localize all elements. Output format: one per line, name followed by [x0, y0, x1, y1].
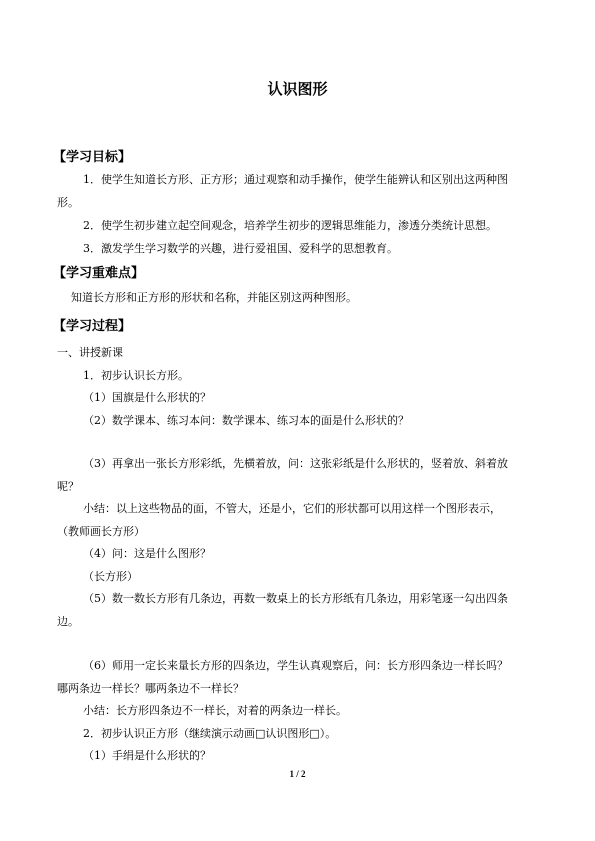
summary-1-line-2: （教师画长方形）	[57, 525, 145, 538]
section-heading-goals: 【学习目标】	[53, 150, 132, 165]
summary-1-line-1: 小结：以上这些物品的面，不管大，还是小，它们的形状都可以用这样一个图形表示，	[83, 502, 501, 515]
section-heading-key-points: 【学习重难点】	[53, 266, 145, 281]
question-6-line-2: 哪两条边一样长？哪两条边不一样长？	[57, 682, 244, 695]
process-step-2: 2．初步认识正方形（继续演示动画□认识图形□）。	[83, 727, 337, 740]
goal-1-line-2: 形。	[57, 196, 79, 209]
question-5-line-1: （5）数一数长方形有几条边，再数一数桌上的长方形纸有几条边，用彩笔逐一勾出四条	[83, 592, 508, 605]
question-7: （1）手绢是什么形状的？	[83, 749, 211, 762]
question-5-line-2: 边。	[57, 615, 79, 628]
key-points-text: 知道长方形和正方形的形状和名称，并能区别这两种图形。	[71, 291, 357, 304]
question-2: （2）数学课本、练习本问：数学课本、练习本的面是什么形状的？	[83, 414, 409, 427]
question-1: （1）国旗是什么形状的？	[83, 391, 211, 404]
page-number: 1 / 2	[289, 769, 306, 779]
question-3-line-2: 呢？	[57, 480, 79, 493]
section-heading-process: 【学习过程】	[53, 319, 132, 334]
question-4: （4）问：这是什么图形？	[83, 547, 211, 560]
goal-1-line-1: 1．使学生知道长方形、正方形；通过观察和动手操作，使学生能辨认和区别出这两种图	[83, 173, 508, 186]
process-step-1: 1．初步认识长方形。	[83, 369, 189, 382]
goal-2: 2．使学生初步建立起空间观念，培养学生初步的逻辑思维能力，渗透分类统计思想。	[83, 219, 497, 232]
answer-4: （长方形）	[83, 570, 138, 583]
document-title: 认识图形	[267, 80, 328, 98]
goal-3: 3．激发学生学习数学的兴趣，进行爱祖国、爱科学的思想教育。	[83, 242, 398, 255]
question-6-line-1: （6）师用一定长来量长方形的四条边，学生认真观察后，问：长方形四条边一样长吗？	[83, 659, 508, 672]
process-part-1: 一、讲授新课	[57, 346, 123, 359]
question-3-line-1: （3）再拿出一张长方形彩纸，先横着放，问：这张彩纸是什么形状的，竖着放、斜着放	[83, 457, 508, 470]
summary-2: 小结：长方形四条边不一样长，对着的两条边一样长。	[83, 704, 347, 717]
